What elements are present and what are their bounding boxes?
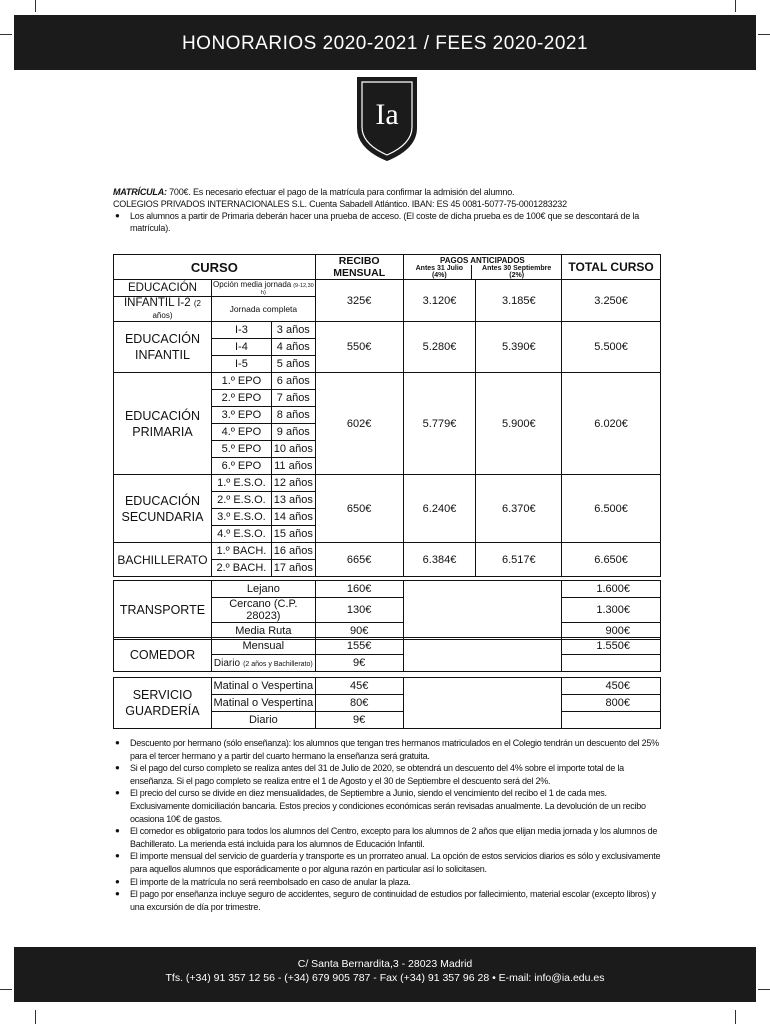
recibo-cell: 325€	[315, 280, 403, 322]
level-cell: 3.º E.S.O.	[211, 509, 271, 526]
total-cell: 800€	[562, 695, 661, 712]
total-cell: 6.020€	[562, 373, 661, 475]
crop-mark	[735, 0, 736, 12]
table-row	[114, 322, 661, 339]
intro-section	[113, 186, 663, 234]
age-cell: 3 años	[271, 322, 315, 339]
recibo-cell: 665€	[315, 543, 403, 577]
age-cell: 5 años	[271, 356, 315, 373]
age-cell: 6 años	[271, 373, 315, 390]
header-total: TOTAL CURSO	[562, 255, 661, 280]
pago-julio-cell: 6.384€	[403, 543, 476, 577]
table-row	[114, 373, 661, 390]
notes-list	[113, 737, 661, 913]
pago-sept-cell: 6.370€	[476, 475, 562, 543]
crop-mark	[0, 34, 12, 35]
recibo-cell: 602€	[315, 373, 403, 475]
bank-line: COLEGIOS PRIVADOS INTERNACIONALES S.L. Cuenta Sabadell Atlántico. IBAN: ES 45 0081-5077-75-0001283232	[113, 199, 567, 209]
service-label: Matinal o Vespertina	[211, 678, 315, 695]
table-header-row	[114, 255, 661, 280]
total-cell: 900€	[562, 623, 661, 640]
note-item: ● El importe mensual del servicio de guardería y transporte es un prorrateo anual. La opción de estos servicios diarios es sólo y exclusivamente para aquellos alumnos que esporádicamente o por alguna razón en particular así lo solicitasen.	[113, 850, 661, 875]
option-a: Opción media jornada	[212, 280, 292, 289]
note-item: ● El pago por enseñanza incluye seguro de accidentes, seguro de continuidad de estudios por fallecimiento, material escolar (excepto libros) y una excursión de día por trimestre.	[113, 888, 661, 913]
header-curso: CURSO	[114, 255, 316, 280]
recibo-cell: 650€	[315, 475, 403, 543]
crop-mark	[0, 989, 12, 990]
total-cell: 3.250€	[562, 280, 661, 322]
total-cell: 1.300€	[562, 598, 661, 623]
page-title: HONORARIOS 2020-2021 / FEES 2020-2021	[181, 33, 589, 54]
pago-sept-cell: 6.517€	[476, 543, 562, 577]
service-label-note: (2 años y Bachillerato)	[243, 661, 313, 668]
age-cell: 15 años	[271, 526, 315, 543]
recibo-cell: 160€	[315, 581, 403, 598]
section-label: TRANSPORTE	[114, 581, 212, 640]
level-cell: 2.º BACH.	[211, 560, 271, 577]
service-label	[211, 655, 315, 672]
recibo-cell: 550€	[315, 322, 403, 373]
pago-julio-cell: 5.779€	[403, 373, 476, 475]
service-label: Lejano	[211, 581, 315, 598]
matricula-line	[113, 186, 663, 198]
pago-julio-cell: 6.240€	[403, 475, 476, 543]
fees-table	[113, 254, 661, 577]
section-label: EDUCACIÓN SECUNDARIA	[114, 475, 212, 543]
total-cell	[562, 655, 661, 672]
level-cell: 2.º E.S.O.	[211, 492, 271, 509]
header-pago-sept: Antes 30 Septiembre (2%)	[471, 265, 559, 279]
pago-sept-cell: 3.185€	[476, 280, 562, 322]
pago-julio-cell: 3.120€	[403, 280, 476, 322]
level-cell: 3.º EPO	[211, 407, 271, 424]
empty-cell	[403, 638, 562, 672]
level-cell: 1.º EPO	[211, 373, 271, 390]
section-label: COMEDOR	[114, 638, 212, 672]
total-cell: 6.500€	[562, 475, 661, 543]
pago-sept-cell: 5.900€	[476, 373, 562, 475]
crop-mark	[35, 1010, 36, 1024]
level-cell: 1.º E.S.O.	[211, 475, 271, 492]
table-row	[114, 581, 661, 598]
note-item: ● Descuento por hermano (sólo enseñanza): los alumnos que tengan tres hermanos matriculados en el Colegio tendrán un descuento del 25% para el tercer hermano y a partir del cuarto hermano la enseñanza será gratuita.	[113, 737, 661, 762]
service-label: Diario	[211, 712, 315, 729]
section-label	[114, 297, 212, 322]
service-label: Media Ruta	[211, 623, 315, 640]
option-a-note: (9-12,30 h)	[260, 283, 314, 296]
service-label: Mensual	[211, 638, 315, 655]
service-label: Cercano (C.P. 28023)	[211, 598, 315, 623]
age-cell: 13 años	[271, 492, 315, 509]
note-item: ● El importe de la matrícula no será reembolsado en caso de anular la plaza.	[113, 876, 661, 889]
crop-mark	[35, 0, 36, 12]
transporte-table	[113, 580, 661, 640]
table-row	[114, 638, 661, 655]
service-label-main: Diario	[213, 658, 241, 669]
pago-julio-cell: 5.280€	[403, 322, 476, 373]
section-label: BACHILLERATO	[114, 543, 212, 577]
pago-sept-cell: 5.390€	[476, 322, 562, 373]
note-item: ● El comedor es obligatorio para todos los alumnos del Centro, excepto para los alumnos de 2 años que elijan media jornada y los alumnos de Bachillerato. La merienda está incluida para los alumnos de Educación Infantil.	[113, 825, 661, 850]
logo-text: Ia	[375, 98, 399, 131]
header-band	[14, 15, 756, 70]
age-cell: 7 años	[271, 390, 315, 407]
level-cell: 2.º EPO	[211, 390, 271, 407]
age-cell: 9 años	[271, 424, 315, 441]
level-cell: 4.º EPO	[211, 424, 271, 441]
table-row	[114, 678, 661, 695]
option-label: Jornada completa	[211, 297, 315, 322]
total-cell: 450€	[562, 678, 661, 695]
level-cell: I-3	[211, 322, 271, 339]
footer-address: C/ Santa Bernardita,3 - 28023 Madrid	[297, 958, 473, 970]
total-cell: 6.650€	[562, 543, 661, 577]
recibo-cell: 155€	[315, 638, 403, 655]
recibo-cell: 45€	[315, 678, 403, 695]
section-label: EDUCACIÓN	[114, 280, 212, 297]
crop-mark	[758, 989, 770, 990]
age-cell: 4 años	[271, 339, 315, 356]
level-cell: 1.º BACH.	[211, 543, 271, 560]
school-logo-shield	[354, 72, 420, 162]
option-label	[211, 280, 315, 297]
table-row	[114, 543, 661, 560]
header-pagos	[403, 255, 562, 280]
service-label: Matinal o Vespertina	[211, 695, 315, 712]
recibo-cell: 90€	[315, 623, 403, 640]
access-note: ● Los alumnos a partir de Primaria deberán hacer una prueba de acceso. (El coste de dicha prueba es de 100€ que se descontará de la matrícula).	[113, 210, 663, 234]
recibo-cell: 9€	[315, 712, 403, 729]
comedor-table	[113, 637, 661, 672]
level-cell: I-5	[211, 356, 271, 373]
crop-mark	[758, 34, 770, 35]
recibo-cell: 130€	[315, 598, 403, 623]
matricula-text: 700€. Es necesario efectuar el pago de la matrícula para confirmar la admisión del alumno.	[166, 187, 515, 197]
level-cell: 5.º EPO	[211, 441, 271, 458]
recibo-cell: 9€	[315, 655, 403, 672]
header-pago-julio: Antes 31 Julio (4%)	[415, 264, 464, 279]
guarderia-table	[113, 677, 661, 729]
header-recibo: RECIBO MENSUAL	[315, 255, 403, 280]
total-cell: 5.500€	[562, 322, 661, 373]
age-cell: 11 años	[271, 458, 315, 475]
section-label: SERVICIO GUARDERÍA	[114, 678, 212, 729]
note-item: ● El precio del curso se divide en diez mensualidades, de Septiembre a Junio, siendo el vencimiento del recibo el 1 de cada mes. Exclusivamente domiciliación bancaria. Estos precios y condiciones económicas serán revisadas anualmente. La devolución de un recibo ocasiona 10€ de gastos.	[113, 787, 661, 825]
table-row	[114, 280, 661, 297]
crop-mark	[735, 1010, 736, 1024]
age-cell: 8 años	[271, 407, 315, 424]
section-name: INFANTIL I-2	[123, 297, 191, 309]
footer-contact: Tfs. (+34) 91 357 12 56 - (+34) 679 905 787 - Fax (+34) 91 357 96 28 • E-mail: info@ia.edu.es	[165, 972, 605, 984]
level-cell: 4.º E.S.O.	[211, 526, 271, 543]
age-cell: 14 años	[271, 509, 315, 526]
age-cell: 17 años	[271, 560, 315, 577]
note-item: ● Si el pago del curso completo se realiza antes del 31 de Julio de 2020, se obtendrá un descuento del 4% sobre el importe total de la enseñanza. Si el pago completo se realiza entre el 1 de Agosto y el 30 de Septiembre el descuento será del 2%.	[113, 762, 661, 787]
total-cell: 1.600€	[562, 581, 661, 598]
header-pagos-sub	[404, 265, 562, 279]
recibo-cell: 80€	[315, 695, 403, 712]
section-label: EDUCACIÓN INFANTIL	[114, 322, 212, 373]
age-cell: 16 años	[271, 543, 315, 560]
section-label: EDUCACIÓN PRIMARIA	[114, 373, 212, 475]
age-cell: 10 años	[271, 441, 315, 458]
header-pagos-title: PAGOS ANTICIPADOS	[440, 255, 525, 265]
level-cell: I-4	[211, 339, 271, 356]
empty-cell	[403, 581, 562, 640]
section-note: (2 años)	[152, 299, 201, 320]
age-cell: 12 años	[271, 475, 315, 492]
total-cell	[562, 712, 661, 729]
footer-band	[14, 947, 756, 1002]
table-row	[114, 475, 661, 492]
level-cell: 6.º EPO	[211, 458, 271, 475]
empty-cell	[403, 678, 562, 729]
total-cell: 1.550€	[562, 638, 661, 655]
matricula-label: MATRÍCULA:	[113, 187, 167, 197]
